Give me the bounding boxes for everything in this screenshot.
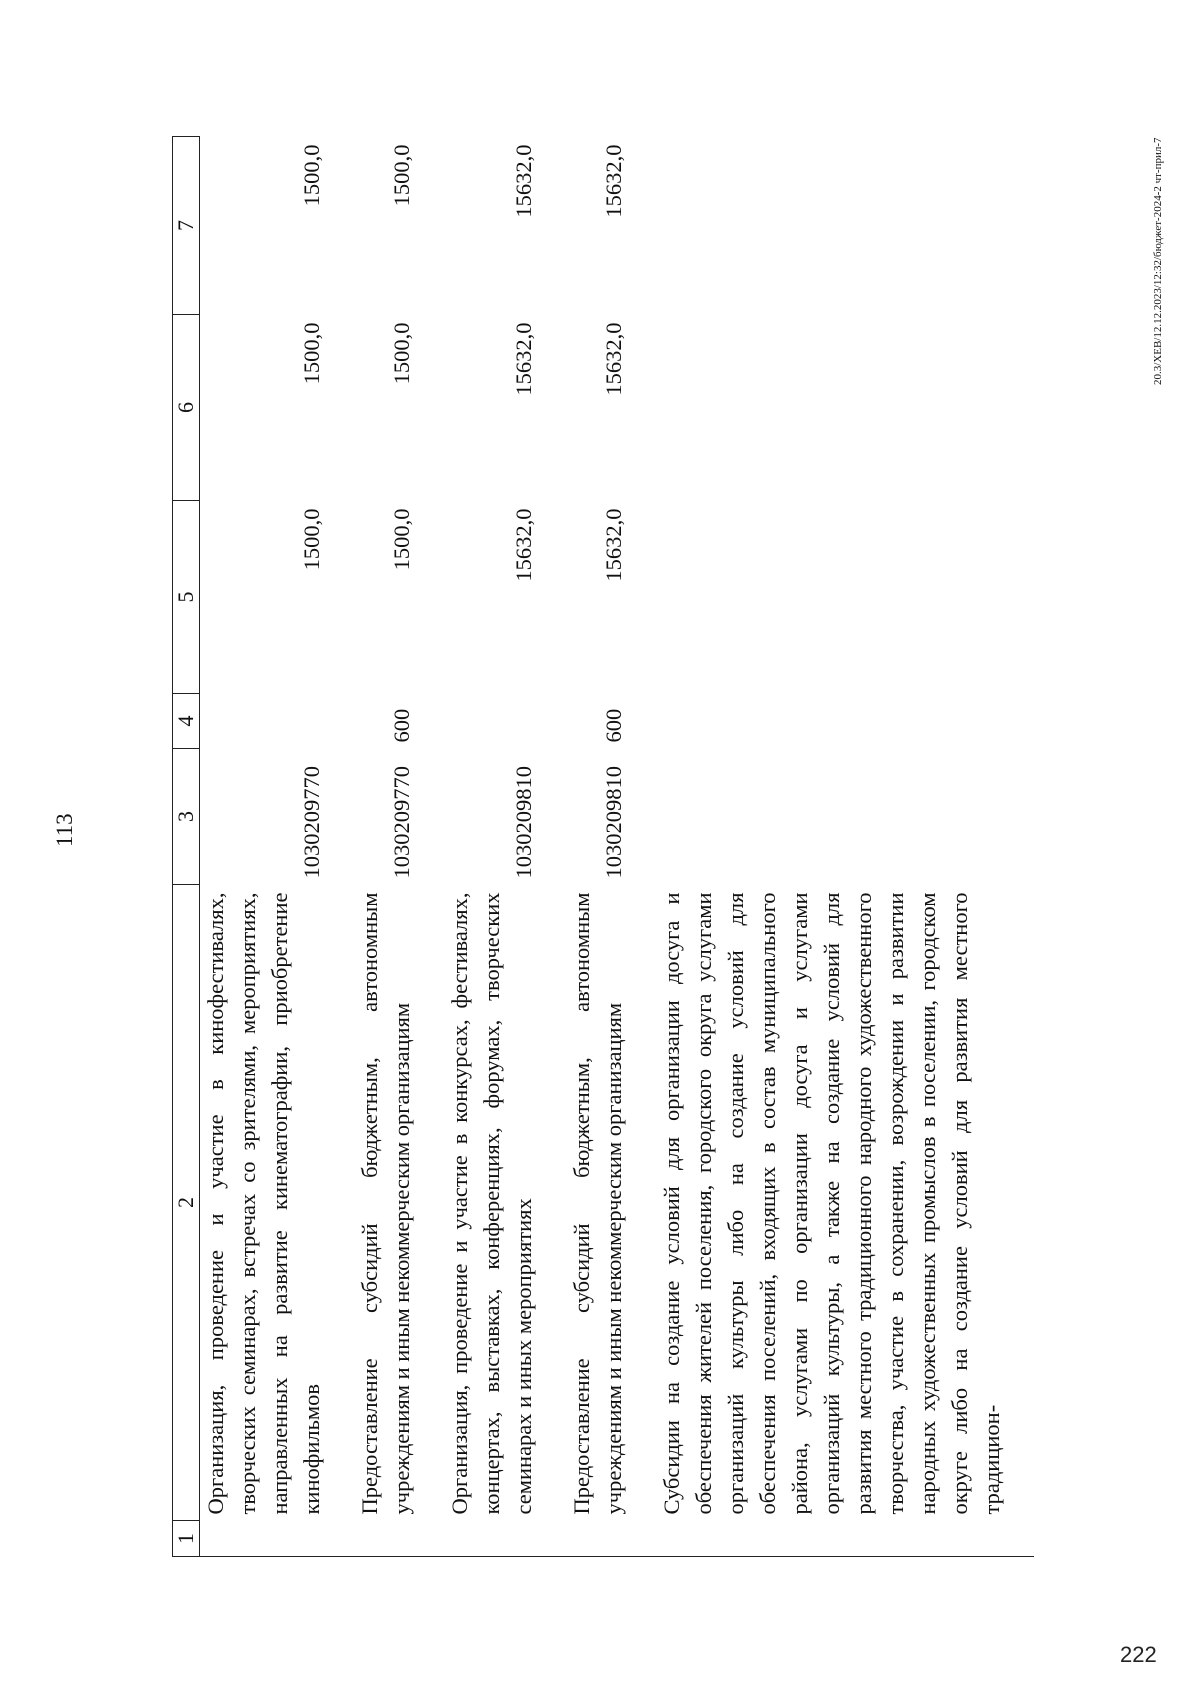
column-header-5: 5 bbox=[173, 501, 200, 694]
column-header-3: 3 bbox=[173, 749, 200, 885]
cell-amount-6: 15632,0 bbox=[601, 322, 626, 396]
cell-expense-type: 600 bbox=[389, 708, 414, 743]
table-row bbox=[656, 137, 1034, 1557]
cell-amount-6 bbox=[656, 315, 1034, 501]
cell-amount-5: 1500,0 bbox=[299, 508, 324, 571]
cell-expense-type: 600 bbox=[601, 708, 626, 743]
document-reference: 20.3/XEB/12.12.2023/12:32/бюджет-2024-2 чт-прил-7 bbox=[1152, 137, 1164, 385]
cell-amount-5: 1500,0 bbox=[389, 508, 414, 571]
cell-target-code: 1030209770 bbox=[389, 766, 414, 879]
table-row bbox=[200, 137, 355, 1557]
cell-amount-6: 1500,0 bbox=[299, 322, 324, 385]
cell-description bbox=[444, 885, 566, 1521]
cell-amount-7: 1500,0 bbox=[389, 144, 414, 207]
cell-amount-6: 15632,0 bbox=[511, 322, 536, 396]
cell-amount-5: 15632,0 bbox=[511, 508, 536, 582]
cell-description bbox=[200, 885, 355, 1521]
row-description: Предоставление субсидий бюджетным, автономным учреждениям и иным некоммерческим организациям bbox=[569, 892, 626, 1515]
row-description: Организация, проведение и участие в кинофестивалях, творческих семинарах, встречах со зрителями, мероприятиях, направленных на развитие кинематографии, приобретение кинофильмов bbox=[203, 892, 324, 1515]
cell-expense-type bbox=[656, 694, 1034, 749]
cell-col1 bbox=[566, 1521, 656, 1557]
cell-target-code: 1030209810 bbox=[511, 766, 536, 879]
cell-col1 bbox=[200, 1521, 355, 1557]
cell-expense-type bbox=[200, 694, 355, 749]
page-number: 113 bbox=[52, 813, 77, 847]
cell-col1 bbox=[444, 1521, 566, 1557]
cell-description bbox=[354, 885, 444, 1521]
column-header-4: 4 bbox=[173, 694, 200, 749]
column-header-2: 2 bbox=[173, 885, 200, 1521]
row-description: Предоставление субсидий бюджетным, автономным учреждениям и иным некоммерческим организациям bbox=[357, 892, 414, 1515]
cell-amount-5: 15632,0 bbox=[601, 508, 626, 582]
column-header-6: 6 bbox=[173, 315, 200, 501]
budget-table bbox=[172, 136, 1034, 1557]
sheet-number: 222 bbox=[1120, 1642, 1157, 1667]
cell-amount-7: 15632,0 bbox=[511, 144, 536, 218]
cell-description bbox=[566, 885, 656, 1521]
table-row bbox=[444, 137, 566, 1557]
cell-target-code: 1030209770 bbox=[299, 766, 324, 879]
cell-amount-7: 15632,0 bbox=[601, 144, 626, 218]
column-header-1: 1 bbox=[173, 1521, 200, 1557]
row-description: Субсидии на создание условий для организации досуга и обеспечения жителей поселения, городского округа услугами организаций культуры либо на создание условий для обеспечения поселений, входящих в состав муниципального района, услугами по организации досуга и услугами организаций культуры, а также на создание условий для развития местного традиционного народного художественного творчества, участие в сохранении, возрождении и развитии народных художественных промыслов в поселении, городском округе либо на создание условий для развития местного традицион- bbox=[659, 892, 1004, 1515]
cell-col1 bbox=[354, 1521, 444, 1557]
table-row bbox=[566, 137, 656, 1557]
cell-amount-6: 1500,0 bbox=[389, 322, 414, 385]
row-description: Организация, проведение и участие в конкурсах, фестивалях, концертах, выставках, конференциях, форумах, творческих семинарах и иных мероприятиях bbox=[447, 892, 536, 1515]
cell-amount-5 bbox=[656, 501, 1034, 694]
table-row bbox=[354, 137, 444, 1557]
cell-target-code: 1030209810 bbox=[601, 766, 626, 879]
column-header-7: 7 bbox=[173, 137, 200, 315]
cell-expense-type bbox=[444, 694, 566, 749]
table-header-row bbox=[173, 137, 200, 1557]
cell-target-code bbox=[656, 749, 1034, 885]
budget-table-container bbox=[172, 137, 1034, 1557]
cell-col1 bbox=[656, 1521, 1034, 1557]
cell-amount-7 bbox=[656, 137, 1034, 315]
cell-amount-7: 1500,0 bbox=[299, 144, 324, 207]
cell-description bbox=[656, 885, 1034, 1521]
